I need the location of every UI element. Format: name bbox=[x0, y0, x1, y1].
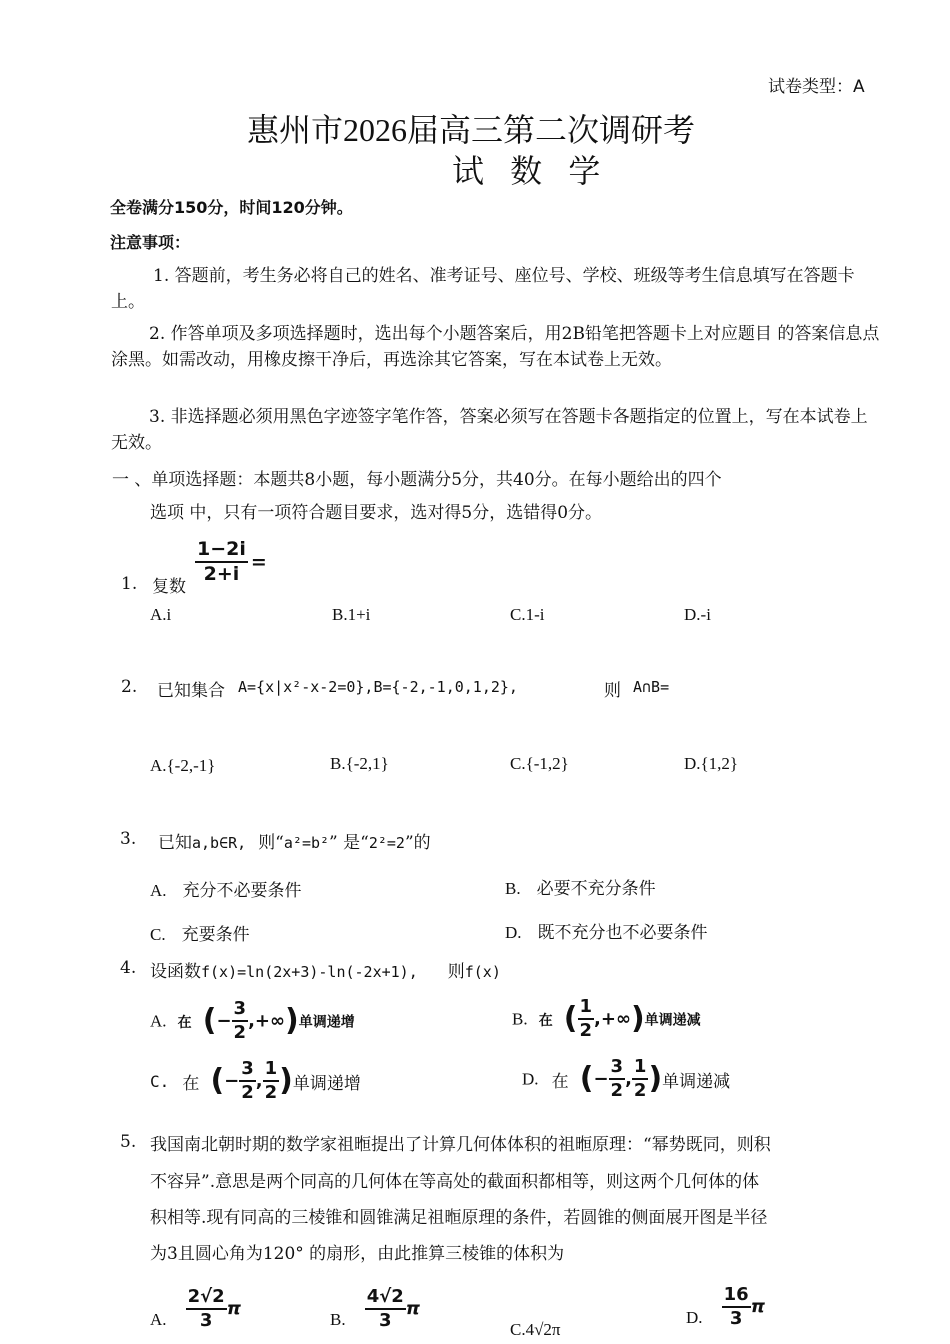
q4-d-num1: 3 bbox=[609, 1058, 626, 1080]
q3-stem-a: 已知 bbox=[158, 833, 192, 853]
q3-cond2: 2²=2 bbox=[368, 834, 405, 852]
q4-b-den: 2 bbox=[579, 1020, 593, 1041]
q5-a-num: 2√2 bbox=[186, 1288, 227, 1310]
q3-number: 3. bbox=[120, 829, 137, 849]
q5-b-den: 3 bbox=[378, 1310, 392, 1331]
notice-3: 3. 非选择题必须用黑色字迹签字笔作答，答案必须写在答题卡各题指定的位置上，写在本试卷上无效。 bbox=[111, 407, 868, 453]
q3-option-b-letter: B. bbox=[505, 879, 521, 898]
section1-line2: 选项 中，只有一项符合题目要求，选对得5分，选错得0分。 bbox=[150, 503, 603, 523]
q4-a-on: 在 bbox=[177, 1014, 192, 1031]
q3-stem-d: ”的 bbox=[404, 833, 431, 853]
q1-frac-den: 2+i bbox=[203, 563, 240, 585]
q3-option-c-letter: C. bbox=[150, 925, 166, 944]
q2-expr: A∩B= bbox=[633, 678, 670, 696]
q3-option-a-letter: A. bbox=[150, 881, 167, 900]
q3-option-d[interactable] bbox=[505, 918, 708, 943]
q4-c-num2: 1 bbox=[263, 1060, 280, 1082]
subject-title: 试 数 学 bbox=[452, 152, 609, 190]
q3-option-b[interactable] bbox=[505, 874, 656, 899]
q4-c-den2: 2 bbox=[264, 1082, 278, 1103]
q4-d-sign: − bbox=[593, 1068, 609, 1090]
q3-option-a-text: 充分不必要条件 bbox=[182, 881, 302, 901]
q4-b-num: 1 bbox=[578, 998, 595, 1020]
q4-d-num2: 1 bbox=[632, 1058, 649, 1080]
q4-a-mono: 单调递增 bbox=[298, 1014, 355, 1031]
q5-a-pi: π bbox=[226, 1298, 241, 1320]
notice-1: 1. 答题前，考生务必将自己的姓名、准考证号、座位号、学校、班级等考生信息填写在答题卡上。 bbox=[111, 266, 855, 312]
q1-stem: 复数 bbox=[152, 577, 186, 597]
q4-d-on: 在 bbox=[551, 1072, 569, 1092]
q4-option-d[interactable] bbox=[522, 1058, 730, 1100]
q5-b-num: 4√2 bbox=[365, 1288, 406, 1310]
q4-c-on: 在 bbox=[182, 1074, 200, 1094]
q3-option-b-text: 必要不充分条件 bbox=[536, 879, 656, 899]
q5-option-a[interactable] bbox=[150, 1288, 241, 1330]
q2-then: 则 bbox=[604, 681, 621, 701]
q2-option-a[interactable]: A.{-2,-1} bbox=[150, 756, 216, 775]
q5-line-2: 不容异”.意思是两个同高的几何体在等高处的截面积都相等，则这两个几何体的体 bbox=[150, 1172, 760, 1192]
q3-option-c[interactable] bbox=[150, 920, 250, 945]
q4-a-rest: ,+∞ bbox=[248, 1010, 285, 1032]
q1-option-d[interactable]: D.-i bbox=[684, 605, 711, 624]
q4-option-c[interactable] bbox=[150, 1060, 361, 1102]
q4-d-interval: (− $\frac{3}{2}$ , $\frac{1}{2}$ ) bbox=[579, 1056, 663, 1101]
q3-stem bbox=[158, 828, 431, 853]
q5-d-den: 3 bbox=[729, 1308, 743, 1329]
q4-c-interval: (− $\frac{3}{2}$ , $\frac{1}{2}$ ) bbox=[210, 1058, 293, 1103]
q2-option-c[interactable]: C.{-1,2} bbox=[510, 754, 569, 773]
q5-line-4: 为3且圆心角为120° 的扇形，由此推算三棱锥的体积为 bbox=[150, 1244, 565, 1264]
q3-option-c-text: 充要条件 bbox=[181, 925, 250, 945]
q3-stem-c: ” 是“ bbox=[329, 833, 369, 853]
q2-number: 2. bbox=[121, 677, 138, 697]
exam-title: 惠州市2026届高三第二次调研考 bbox=[247, 112, 696, 148]
q4-a-den: 2 bbox=[233, 1022, 247, 1043]
q5-b-pi: π bbox=[405, 1298, 420, 1320]
q4-then: 则 bbox=[447, 962, 465, 982]
q3-cond1: a²=b² bbox=[283, 834, 330, 852]
q5-line-1: 我国南北朝时期的数学家祖暅提出了计算几何体体积的祖暅原理：“幂势既同，则积 bbox=[150, 1135, 771, 1155]
q2-stem: 已知集合 bbox=[157, 681, 225, 701]
q4-d-letter: D. bbox=[522, 1069, 539, 1089]
q2-option-d[interactable]: D.{1,2} bbox=[684, 754, 739, 773]
q4-b-rest: ,+∞ bbox=[594, 1008, 631, 1030]
q4-c-sign: − bbox=[224, 1070, 240, 1092]
q1-option-a[interactable]: A.i bbox=[150, 605, 172, 624]
q4-b-on: 在 bbox=[538, 1012, 553, 1029]
q3-vars: a,b∈R, bbox=[192, 834, 247, 852]
q3-option-a[interactable] bbox=[150, 876, 302, 901]
q5-number: 5. bbox=[120, 1132, 137, 1152]
q5-d-letter: D. bbox=[686, 1308, 703, 1327]
q5-d-pi: π bbox=[750, 1296, 765, 1318]
q4-a-num: 3 bbox=[232, 1000, 249, 1022]
q5-option-b[interactable] bbox=[330, 1288, 420, 1330]
q1-option-b[interactable]: B.1+i bbox=[332, 605, 371, 624]
q5-a-den: 3 bbox=[199, 1310, 213, 1331]
q1-fraction bbox=[195, 540, 267, 584]
q4-a-interval: (− $\frac{3}{2}$ ,+∞) bbox=[202, 998, 299, 1043]
q4-option-a[interactable] bbox=[150, 1000, 355, 1042]
q4-b-interval: ( $\frac{1}{2}$ ,+∞) bbox=[563, 996, 645, 1041]
q5-option-c[interactable]: C.4√2π bbox=[510, 1320, 561, 1339]
q5-a-letter: A. bbox=[150, 1310, 167, 1329]
q3-stem-b: 则“ bbox=[258, 833, 284, 853]
q1-option-c[interactable]: C.1-i bbox=[510, 605, 545, 624]
notice-2: 2. 作答单项及多项选择题时，选出每个小题答案后，用2B铅笔把答题卡上对应题目 的答案信息点涂黑。如需改动，用橡皮擦干净后，再选涂其它答案，写在本试卷上无效。 bbox=[111, 324, 880, 370]
q4-number: 4. bbox=[120, 958, 137, 978]
q1-equals: = bbox=[250, 551, 267, 573]
q4-c-mono: 单调递增 bbox=[292, 1074, 361, 1094]
score-time: 全卷满分150分，时间120分钟。 bbox=[110, 198, 353, 217]
q4-fx: f(x) bbox=[464, 963, 501, 981]
q1-number: 1. bbox=[121, 574, 138, 594]
q2-sets: A={x|x²-x-2=0},B={-2,-1,0,1,2}, bbox=[238, 678, 518, 696]
q4-c-den1: 2 bbox=[241, 1082, 254, 1103]
q4-c-letter: C. bbox=[150, 1072, 170, 1091]
q5-line-3: 积相等.现有同高的三棱锥和圆锥满足祖暅原理的条件，若圆锥的侧面展开图是半径 bbox=[150, 1208, 768, 1228]
q4-b-mono: 单调递减 bbox=[644, 1012, 701, 1029]
q2-option-b[interactable]: B.{-2,1} bbox=[330, 754, 389, 773]
q5-b-letter: B. bbox=[330, 1310, 346, 1329]
q4-a-sign: − bbox=[216, 1010, 232, 1032]
section1-line1: 一 、单项选择题：本题共8小题，每小题满分5分，共40分。在每小题给出的四个 bbox=[112, 470, 722, 490]
q4-stem-text: 设函数 bbox=[150, 962, 201, 982]
q3-option-d-letter: D. bbox=[505, 923, 522, 942]
q4-a-letter: A. bbox=[150, 1011, 167, 1031]
q4-func: f(x)=ln(2x+3)-ln(-2x+1), bbox=[201, 963, 418, 981]
q4-d-mono: 单调递减 bbox=[662, 1072, 731, 1092]
q5-d-num: 16 bbox=[722, 1286, 751, 1308]
q4-c-num1: 3 bbox=[239, 1060, 256, 1082]
notice-heading: 注意事项： bbox=[110, 233, 191, 252]
q4-d-den1: 2 bbox=[610, 1080, 624, 1101]
q4-stem bbox=[150, 957, 501, 982]
q4-b-letter: B. bbox=[512, 1009, 528, 1029]
q5-option-d[interactable] bbox=[686, 1286, 765, 1328]
q4-option-b[interactable] bbox=[512, 998, 701, 1040]
q1-frac-num: 1−2i bbox=[195, 540, 248, 563]
paper-type: 试卷类型：A bbox=[768, 77, 865, 97]
q3-option-d-text: 既不充分也不必要条件 bbox=[537, 923, 708, 943]
q4-d-den2: 2 bbox=[633, 1080, 647, 1101]
